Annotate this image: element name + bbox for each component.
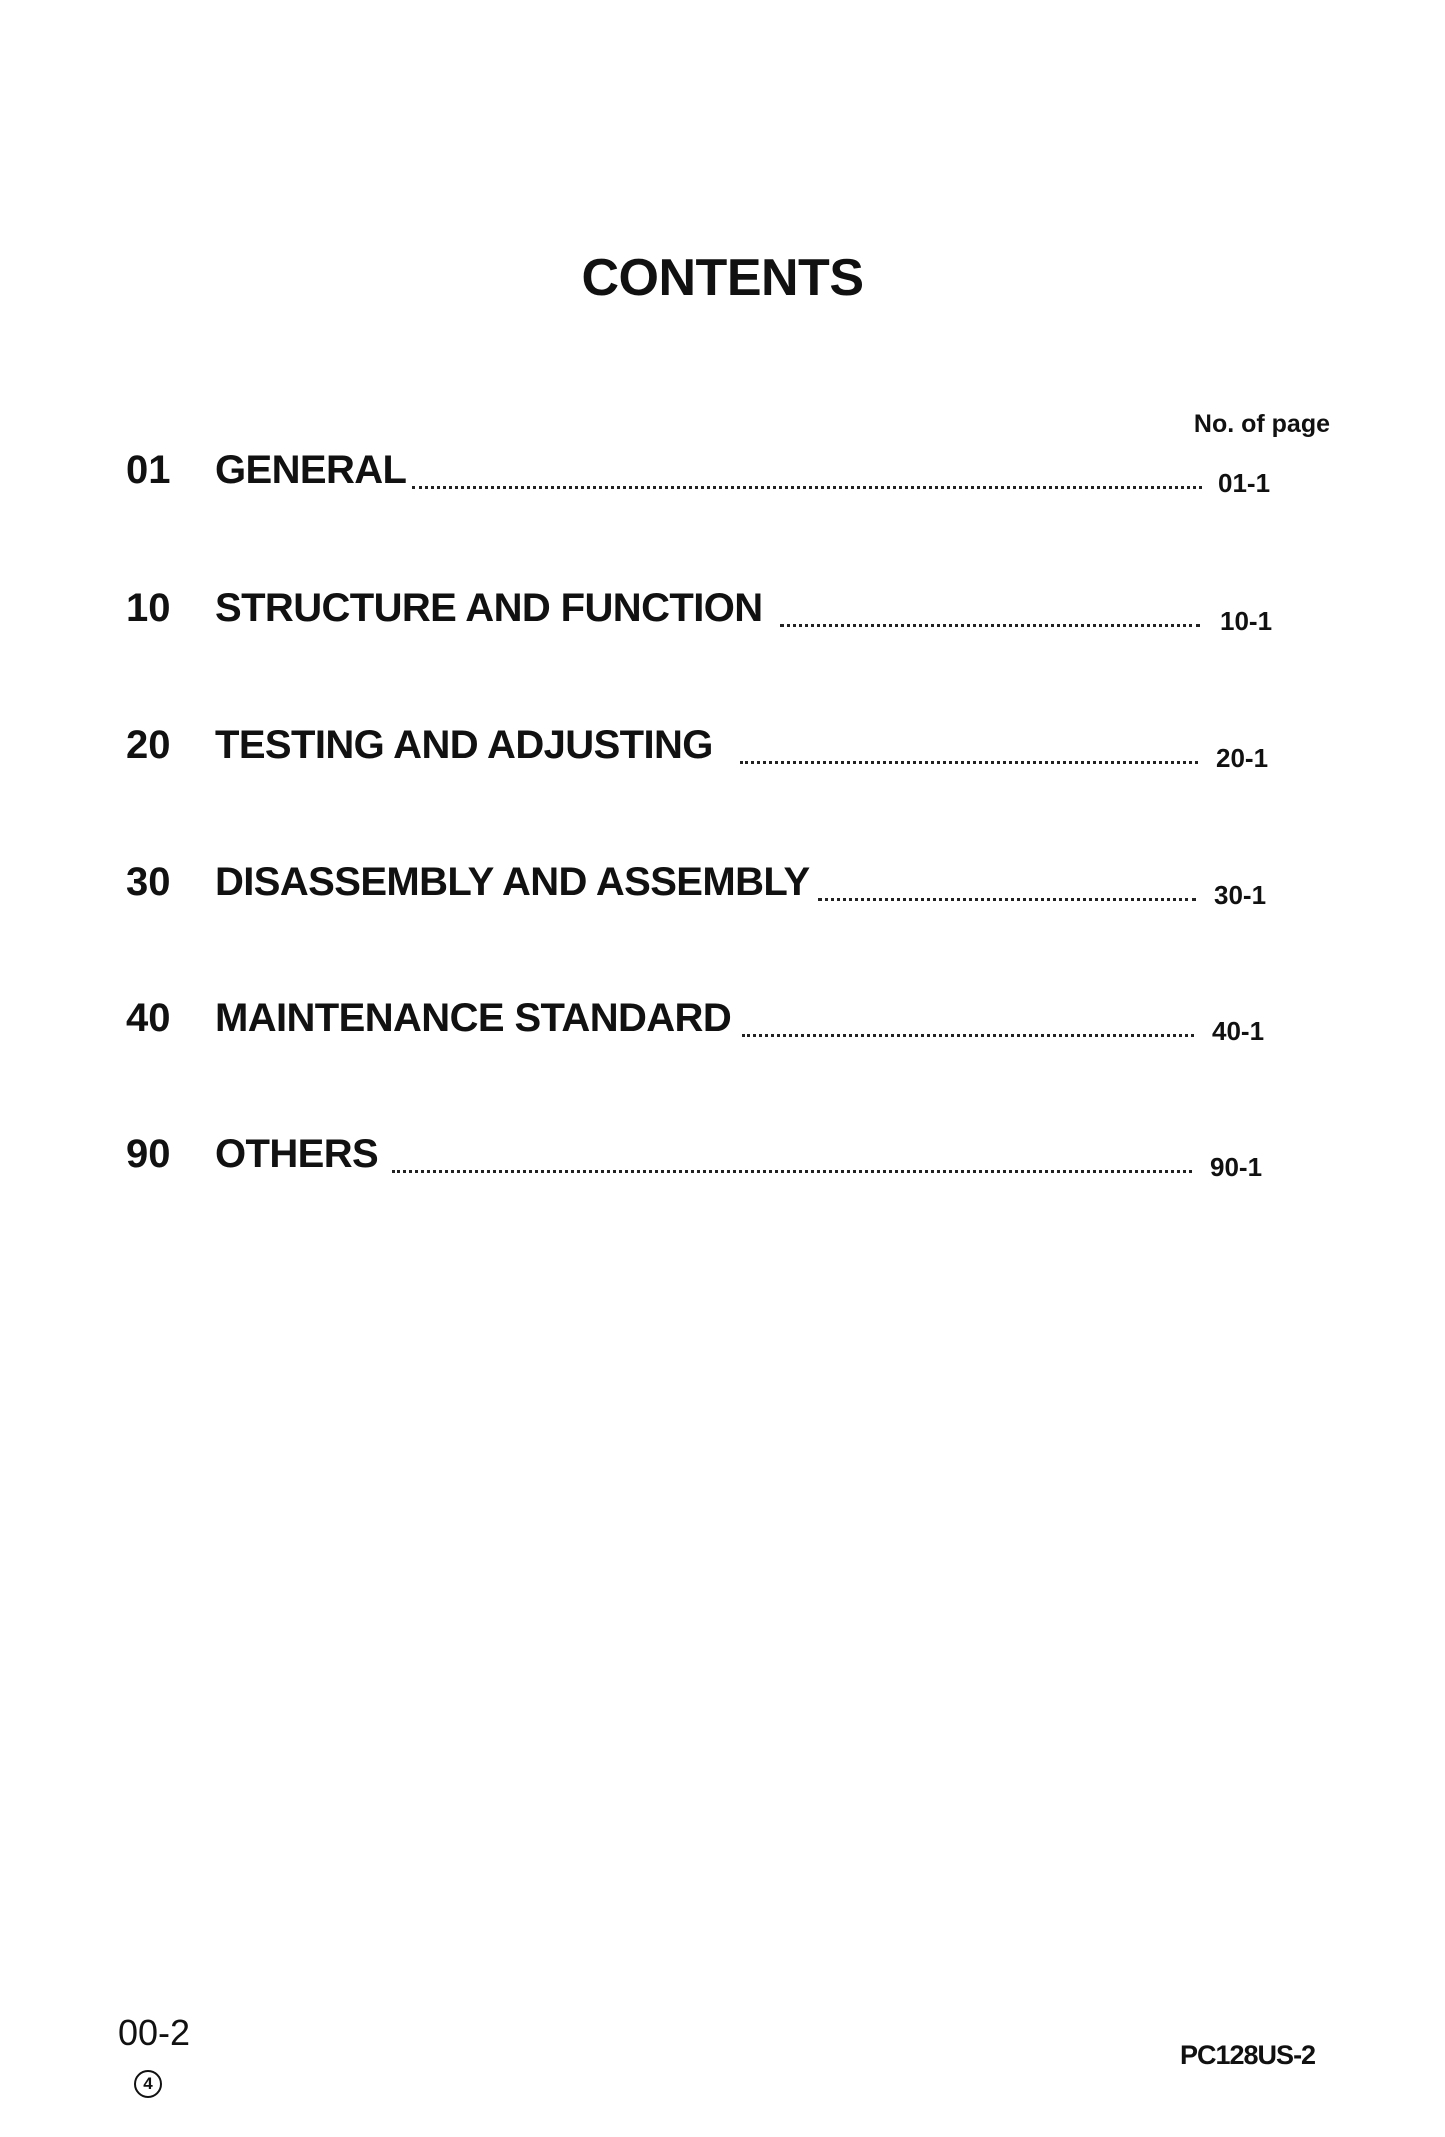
toc-entry-title: TESTING AND ADJUSTING: [215, 723, 713, 767]
toc-entry-title: MAINTENANCE STANDARD: [215, 996, 732, 1040]
dot-leader: [412, 486, 1202, 489]
toc-entry-others[interactable]: [0, 1124, 1445, 1184]
toc-entry-page: 90-1: [1210, 1152, 1263, 1182]
dot-leader: [740, 761, 1198, 764]
page-number: 00-2: [118, 2012, 191, 2053]
toc-entry-number: 10: [126, 586, 171, 630]
toc-entry-number: 01: [126, 448, 171, 492]
page-column-label: No. of page: [1193, 410, 1330, 438]
toc-entry-testing-and-adjusting[interactable]: [0, 715, 1445, 775]
dot-leader: [780, 624, 1200, 627]
toc-entry-page: 40-1: [1212, 1016, 1265, 1046]
page-title: CONTENTS: [581, 249, 864, 307]
toc-entry-general[interactable]: [0, 440, 1445, 500]
dot-leader: [818, 898, 1196, 901]
toc-entry-page: 20-1: [1216, 743, 1269, 773]
toc-entry-title: DISASSEMBLY AND ASSEMBLY: [215, 860, 810, 904]
toc-entry-title: STRUCTURE AND FUNCTION: [215, 586, 763, 630]
toc-entry-title: OTHERS: [215, 1132, 379, 1176]
toc-entry-title: GENERAL: [215, 448, 407, 492]
toc-entry-number: 20: [126, 723, 171, 767]
toc-entry-number: 30: [126, 860, 171, 904]
toc-entry-page: 10-1: [1220, 606, 1273, 636]
model-code: PC128US-2: [1180, 2040, 1316, 2070]
dot-leader: [742, 1034, 1194, 1037]
toc-entry-maintenance-standard[interactable]: [0, 988, 1445, 1048]
revision-mark: 4: [134, 2070, 162, 2098]
toc-entry-page: 30-1: [1214, 880, 1267, 910]
toc-entry-number: 40: [126, 996, 171, 1040]
dot-leader: [392, 1170, 1192, 1173]
toc-entry-structure-and-function[interactable]: [0, 578, 1445, 638]
toc-entry-number: 90: [126, 1132, 171, 1176]
toc-entry-disassembly-and-assembly[interactable]: [0, 852, 1445, 912]
toc-entry-page: 01-1: [1218, 468, 1271, 498]
